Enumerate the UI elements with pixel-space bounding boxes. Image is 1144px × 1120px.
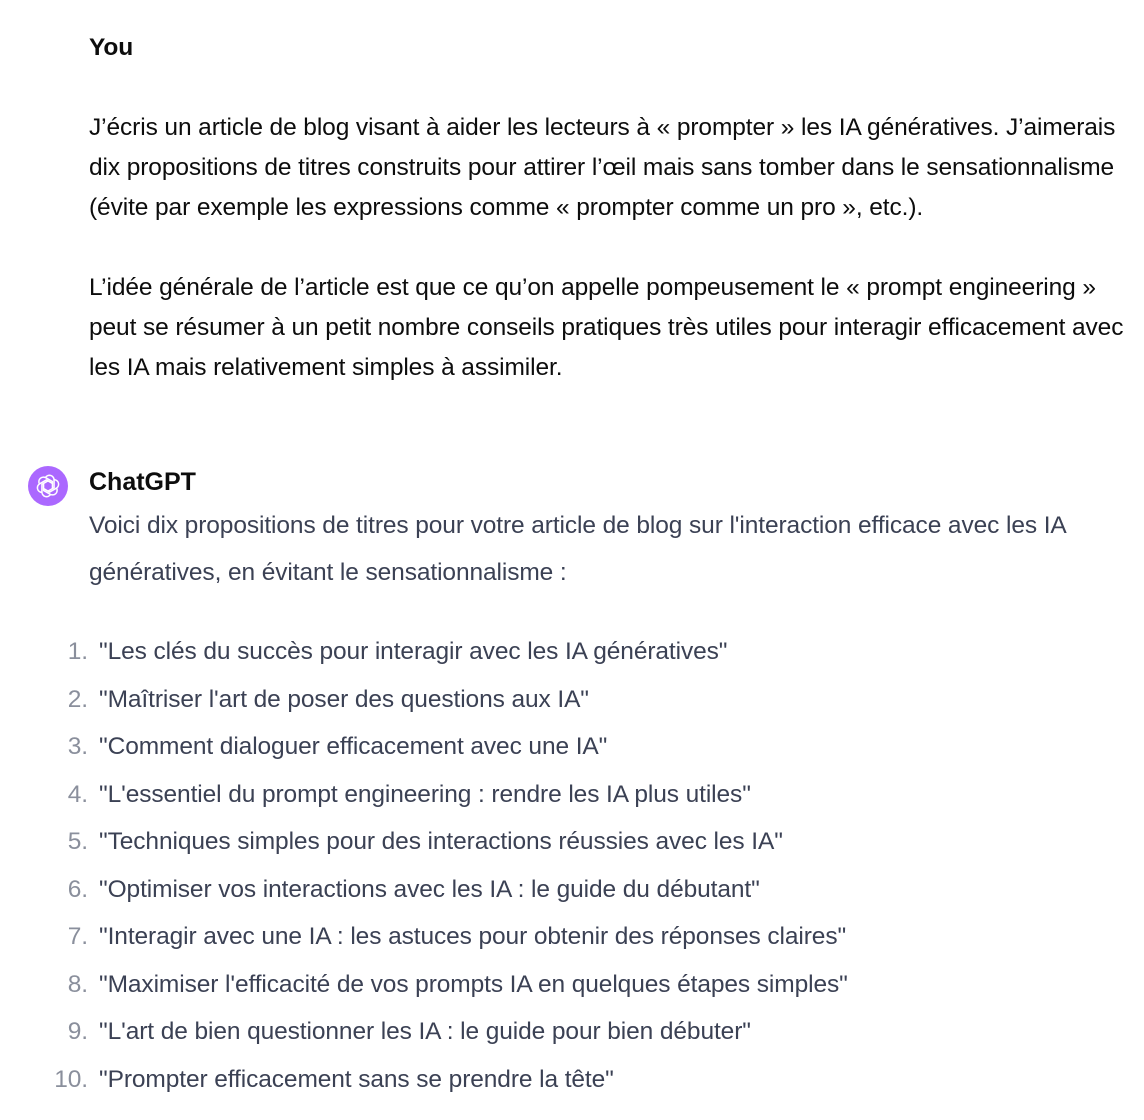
user-message-paragraph-2: L’idée générale de l’article est que ce qu’on appelle pompeusement le « prompt engineering » peut se résumer à un petit nombre conseils pratiques très utiles pour interagir efficacement avec les IA mais relativement simples à assimiler. — [89, 274, 1124, 381]
list-item-text: "Interagir avec une IA : les astuces pour obtenir des réponses claires" — [99, 923, 847, 950]
list-item — [0, 1056, 1144, 1104]
list-item-number: 5. — [67, 828, 88, 855]
list-item — [0, 723, 1144, 771]
list-item-text: "Optimiser vos interactions avec les IA : le guide du débutant" — [99, 875, 760, 903]
assistant-avatar — [28, 466, 68, 506]
list-item — [0, 676, 1144, 724]
list-item-text: "Maîtriser l'art de poser des questions aux IA" — [99, 685, 589, 713]
user-message-body — [89, 28, 1134, 388]
list-item-number: 9. — [67, 1018, 88, 1045]
openai-logo-icon — [34, 472, 62, 500]
list-item-text: "Comment dialoguer efficacement avec une IA" — [99, 733, 608, 760]
user-author-label: You — [89, 34, 134, 61]
list-item-number: 6. — [67, 875, 88, 903]
list-item-text: "L'art de bien questionner les IA : le guide pour bien débuter" — [99, 1018, 751, 1045]
list-item — [0, 1008, 1144, 1056]
list-item-text: "L'essentiel du prompt engineering : rendre les IA plus utiles" — [99, 780, 751, 808]
list-item-text: "Prompter efficacement sans se prendre la tête" — [99, 1065, 614, 1093]
list-item-text: "Maximiser l'efficacité de vos prompts IA en quelques étapes simples" — [99, 970, 848, 998]
list-item-number: 10. — [54, 1065, 88, 1093]
list-item — [0, 628, 1144, 676]
list-item-number: 3. — [67, 733, 88, 760]
user-message-paragraph-1: J’écris un article de blog visant à aider les lecteurs à « prompter » les IA génératives. J’aimerais dix propositions de titres construits pour attirer l’œil mais sans tomber dans le sensationnalisme (évite par exemple les expressions comme « prompter comme un pro », etc.). — [89, 114, 1116, 221]
user-message — [89, 28, 1134, 388]
list-item — [0, 771, 1144, 819]
list-item — [0, 818, 1144, 866]
list-item-text: "Les clés du succès pour interagir avec les IA génératives" — [99, 638, 728, 665]
list-item-number: 4. — [67, 780, 88, 808]
list-item-number: 2. — [67, 685, 88, 713]
list-item-number: 8. — [67, 970, 88, 998]
title-suggestions-list — [0, 628, 1144, 1103]
list-item — [0, 961, 1144, 1009]
assistant-message-body — [54, 466, 1134, 1093]
list-item — [0, 913, 1144, 961]
list-item — [0, 866, 1144, 914]
list-item-number: 7. — [67, 923, 88, 950]
assistant-intro-text: Voici dix propositions de titres pour votre article de blog sur l'interaction efficace avec les IA génératives, en évitant le sensationnalisme : — [89, 512, 1066, 586]
list-item-number: 1. — [67, 638, 88, 665]
list-item-text: "Techniques simples pour des interactions réussies avec les IA" — [99, 828, 783, 855]
assistant-author-label: ChatGPT — [89, 468, 196, 496]
